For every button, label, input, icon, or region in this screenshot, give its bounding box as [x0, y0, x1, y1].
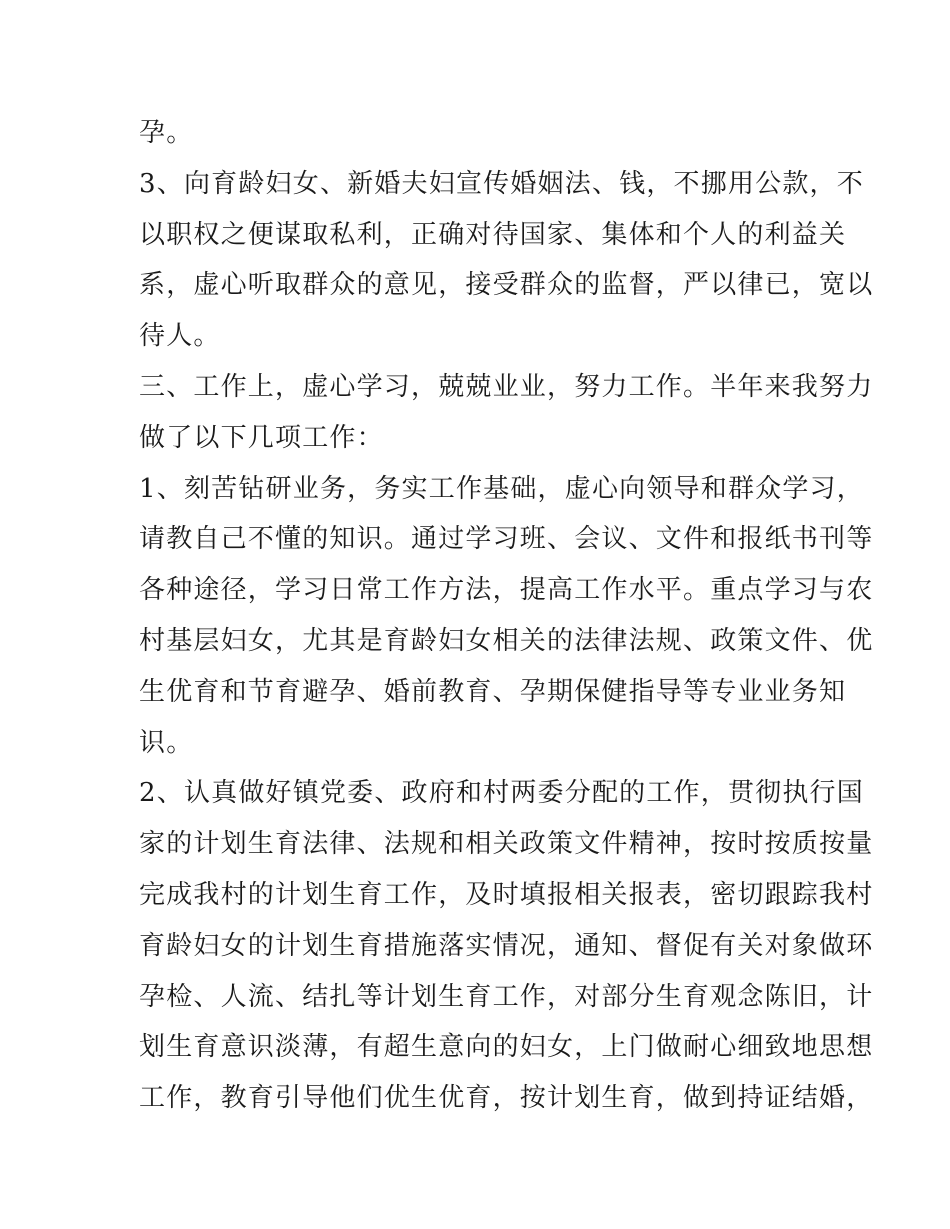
text-line: 1、刻苦钻研业务，务实工作基础，虚心向领导和群众学习，	[139, 473, 864, 504]
text-line: 育龄妇女的计划生育措施落实情况，通知、督促有关对象做环	[139, 930, 874, 961]
text-line: 待人。	[139, 321, 221, 352]
body-text	[139, 108, 874, 1124]
text-line: 请教自己不懂的知识。通过学习班、会议、文件和报纸书刊等	[139, 524, 874, 555]
text-line: 工作，教育引导他们优生优育，按计划生育，做到持证结婚，	[139, 1083, 874, 1114]
text-line: 划生育意识淡薄，有超生意向的妇女，上门做耐心细致地思想	[139, 1032, 874, 1063]
text-line: 生优育和节育避孕、婚前教育、孕期保健指导等专业业务知	[139, 676, 847, 707]
text-line: 2、认真做好镇党委、政府和村两委分配的工作，贯彻执行国	[139, 778, 864, 809]
text-line: 三、工作上，虚心学习，兢兢业业，努力工作。半年来我努力	[139, 371, 874, 402]
text-line: 3、向育龄妇女、新婚夫妇宣传婚姻法、钱，不挪用公款，不	[139, 168, 864, 199]
text-line: 完成我村的计划生育工作，及时填报相关报表，密切跟踪我村	[139, 879, 874, 910]
text-line: 孕检、人流、结扎等计划生育工作，对部分生育观念陈旧，计	[139, 981, 874, 1012]
text-line: 家的计划生育法律、法规和相关政策文件精神，按时按质按量	[139, 829, 874, 860]
text-line: 做了以下几项工作：	[139, 422, 384, 453]
text-line: 村基层妇女，尤其是育龄妇女相关的法律法规、政策文件、优	[139, 625, 874, 656]
text-line: 系，虚心听取群众的意见，接受群众的监督，严以律已，宽以	[139, 270, 874, 301]
text-line: 孕。	[139, 118, 194, 148]
text-line: 以职权之便谋取私利，正确对待国家、集体和个人的利益关	[139, 219, 847, 250]
text-line: 各种途径，学习日常工作方法，提高工作水平。重点学习与农	[139, 575, 874, 606]
text-line: 识。	[139, 727, 194, 758]
